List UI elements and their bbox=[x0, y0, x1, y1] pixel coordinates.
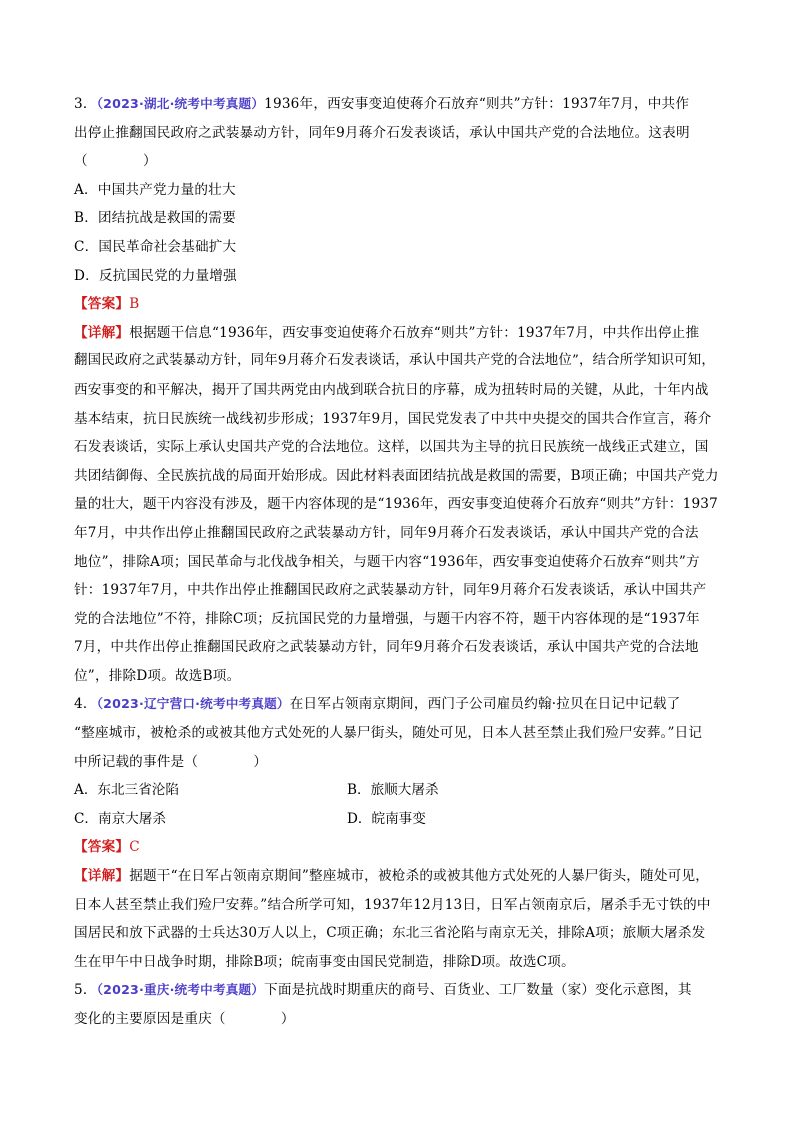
document-page bbox=[74, 90, 722, 1034]
explanation-line-2: 翻国民政府之武装暴动方针，同年9月蒋介石发表谈话，承认中国共产党的合法地位”，结合所学知识可知， bbox=[74, 353, 715, 369]
option-c: C．南京大屠杀 bbox=[74, 810, 166, 827]
option-d: D．皖南事变 bbox=[347, 810, 426, 827]
question-3 bbox=[74, 90, 722, 690]
explanation-label: 【详解】 bbox=[74, 324, 130, 341]
option-b: B．旅顺大屠杀 bbox=[347, 782, 439, 799]
question-5-stem-line-2: 变化的主要原因是重庆（ ） bbox=[74, 1011, 295, 1027]
explanation-line-1 bbox=[74, 862, 722, 891]
explanation-line-4: 生在甲午中日战争时期，排除B项；皖南事变由国民党制造，排除D项。故选C项。 bbox=[74, 953, 575, 970]
explanation-text: 据题干“在日军占领南京期间”整座城市，被枪杀的或被其他方式处死的人暴尸街头，随处可见， bbox=[129, 868, 710, 885]
explanation-text: 根据题干信息“1936年，西安事变迫使蒋介石放弃“则共”方针：1937年7月，中共作出停止推 bbox=[129, 324, 700, 341]
question-3-stem-line-3: （ ） bbox=[74, 153, 157, 170]
question-3-stem-line-1 bbox=[74, 90, 722, 119]
question-4-stem-line-1 bbox=[74, 690, 722, 719]
question-source: （2023·湖北·统考中考真题） bbox=[96, 96, 265, 111]
options-row-2 bbox=[74, 805, 722, 834]
explanation-label: 【详解】 bbox=[74, 868, 130, 885]
explanation-line-8: 年7月，中共作出停止推翻国民政府之武装暴动方针，同年9月蒋介石发表谈话，承认中国共产党的合法 bbox=[74, 524, 699, 541]
question-4-stem-line-3: 中所记载的事件是（ ） bbox=[74, 753, 268, 770]
answer-value: C bbox=[129, 839, 140, 856]
answer-value: B bbox=[129, 296, 140, 313]
question-3-stem-line-2: 出停止推翻国民政府之武装暴动方针，同年9月蒋介石发表谈话，承认中国共产党的合法地位。这表明 bbox=[74, 124, 690, 141]
option-d: D．反抗国民党的力量增强 bbox=[74, 267, 237, 284]
question-source: （2023·重庆·统考中考真题） bbox=[96, 982, 265, 998]
answer-line bbox=[74, 833, 722, 862]
explanation-line-9: 地位”，排除A项；国民革命与北伐战争相关，与题干内容“1936年，西安事变迫使蒋介石放弃“则共”方 bbox=[74, 553, 700, 570]
question-stem-text: 在日军占领南京期间，西门子公司雇员约翰·拉贝在日记中记载了 bbox=[289, 696, 681, 713]
explanation-line-13: 位”，排除D项。故选B项。 bbox=[74, 667, 241, 684]
explanation-line-4: 基本结束，抗日民族统一战线初步形成；1937年9月，国民党发表了中共中央提交的国共合作宣言，蒋介 bbox=[74, 410, 712, 427]
question-4 bbox=[74, 690, 722, 976]
explanation-line-3: 西安事变的和平解决，揭开了国共两党由内战到联合抗日的序幕，成为扭转时局的关键，从此，十年内战 bbox=[74, 381, 709, 398]
answer-line bbox=[74, 290, 722, 319]
question-source: （2023·辽宁营口·统考中考真题） bbox=[96, 696, 290, 712]
answer-label: 【答案】 bbox=[74, 839, 130, 856]
options-row-1 bbox=[74, 776, 722, 805]
question-5 bbox=[74, 976, 722, 1033]
question-5-stem-line-1 bbox=[74, 976, 722, 1005]
explanation-line-5: 石发表谈话，实际上承认史国共产党的合法地位。这样，以国共为主导的抗日民族统一战线正式建立，国 bbox=[74, 439, 709, 456]
explanation-line-1 bbox=[74, 319, 722, 348]
option-a: A．中国共产党力量的壮大 bbox=[74, 181, 236, 198]
explanation-line-3: 国居民和放下武器的士兵达30万人以上，C项正确；东北三省沦陷与南京无关，排除A项；旅顺大屠杀发 bbox=[74, 925, 706, 942]
explanation-line-6: 共团结御侮、全民族抗战的局面开始形成。因此材料表面团结抗战是救国的需要，B项正确；中国共产党力 bbox=[74, 467, 719, 484]
question-stem-text: 下面是抗战时期重庆的商号、百货业、工厂数量（家）变化示意图，其 bbox=[264, 982, 692, 999]
option-b: B．团结抗战是救国的需要 bbox=[74, 210, 236, 227]
question-stem-text: 1936年，西安事变迫使蒋介石放弃“则共”方针：1937年7月，中共作 bbox=[264, 96, 690, 112]
answer-label: 【答案】 bbox=[74, 296, 130, 313]
explanation-line-11: 党的合法地位”不符，排除C项；反抗国民党的力量增强，与题干内容不符，题干内容体现的是“1937年 bbox=[74, 610, 700, 627]
explanation-line-10: 针：1937年7月，中共作出停止推翻国民政府之武装暴动方针，同年9月蒋介石发表谈话，承认中国共产 bbox=[74, 582, 707, 599]
explanation-line-2: 日本人甚至禁止我们殓尸安葬。”结合所学可知，1937年12月13日，日军占领南京后，屠杀手无寸铁的中 bbox=[74, 896, 711, 913]
question-number: 5． bbox=[74, 982, 97, 999]
explanation-line-12: 7月，中共作出停止推翻国民政府之武装暴动方针，同年9月蒋介石发表谈话，承认中国共产党的合法地 bbox=[74, 639, 699, 656]
question-number: 3． bbox=[74, 96, 97, 112]
option-c: C．国民革命社会基础扩大 bbox=[74, 238, 237, 255]
question-number: 4． bbox=[74, 696, 97, 713]
question-4-stem-line-2: “整座城市，被枪杀的或被其他方式处死的人暴尸街头，随处可见，日本人甚至禁止我们殓尸安葬。”日记 bbox=[74, 725, 703, 742]
explanation-line-7: 量的壮大，题干内容没有涉及，题干内容体现的是“1936年，西安事变迫使蒋介石放弃“则共”方针：1937 bbox=[74, 496, 718, 513]
option-a: A．东北三省沦陷 bbox=[74, 782, 179, 799]
